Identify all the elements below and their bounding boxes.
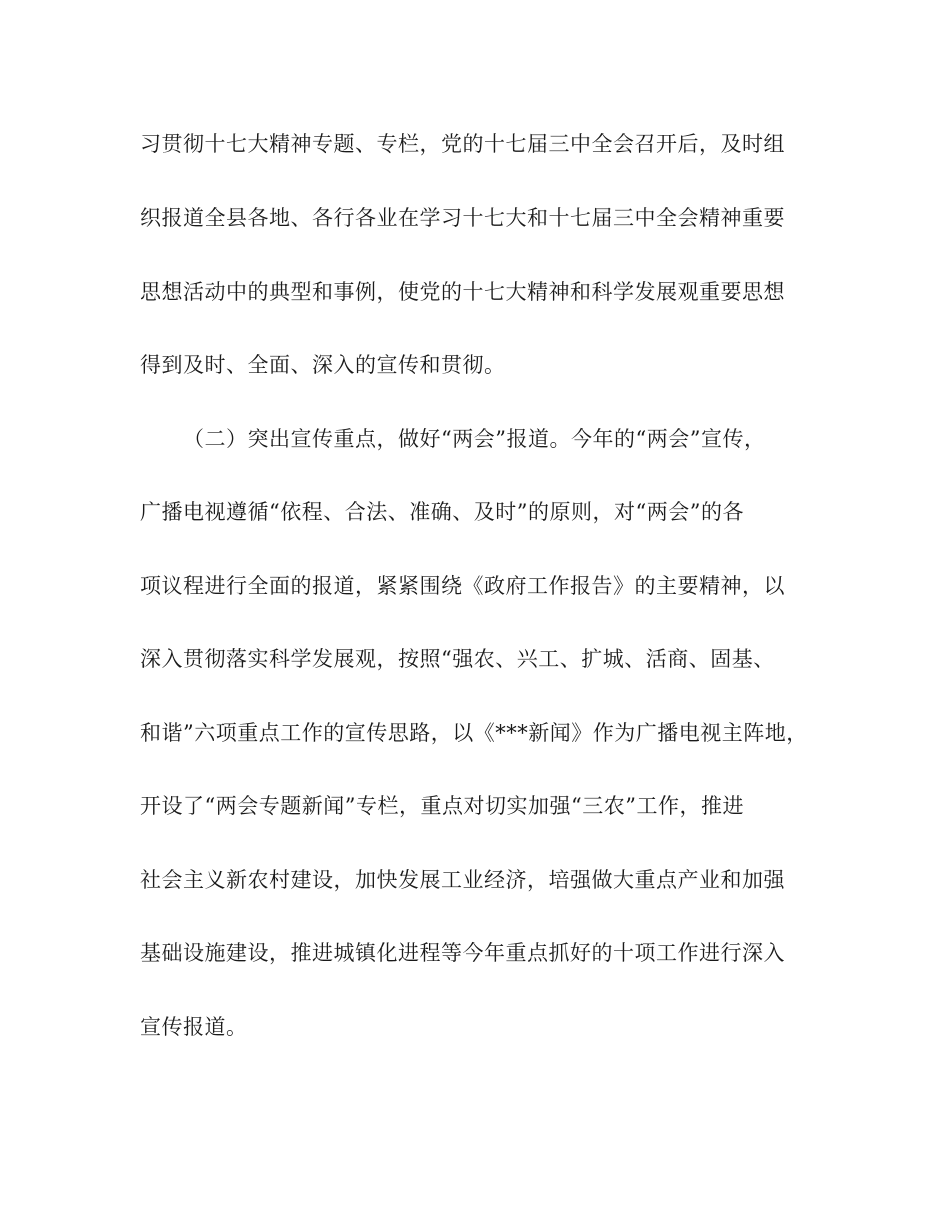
paragraph-line: 广播电视遵循“依程、合法、准确、及时”的原则，对“两会”的各 <box>140 500 744 524</box>
paragraph-line: 项议程进行全面的报道，紧紧围绕《政府工作报告》的主要精神，以 <box>140 574 785 598</box>
paragraph-line: 社会主义新农村建设，加快发展工业经济，培强做大重点产业和加强 <box>140 868 785 892</box>
paragraph-line: 思想活动中的典型和事例，使党的十七大精神和科学发展观重要思想 <box>140 280 785 304</box>
paragraph-line: 织报道全县各地、各行各业在学习十七大和十七届三中全会精神重要 <box>140 206 785 230</box>
paragraph-line: 得到及时、全面、深入的宣传和贯彻。 <box>140 353 506 377</box>
paragraph-line: 基础设施建设，推进城镇化进程等今年重点抓好的十项工作进行深入 <box>140 941 785 965</box>
section-heading-line: （二）突出宣传重点，做好“两会”报道。今年的“两会”宣传， <box>183 427 766 451</box>
paragraph-line: 深入贯彻落实科学发展观，按照“强农、兴工、扩城、活商、固基、 <box>140 647 775 671</box>
paragraph-line: 开设了“两会专题新闻”专栏，重点对切实加强“三农”工作，推进 <box>140 794 744 818</box>
paragraph-line: 宣传报道。 <box>140 1015 248 1039</box>
paragraph-line: 习贯彻十七大精神专题、专栏，党的十七届三中全会召开后，及时组 <box>140 132 785 156</box>
paragraph-line: 和谐”六项重点工作的宣传思路，以《***新闻》作为广播电视主阵地， <box>140 721 808 745</box>
